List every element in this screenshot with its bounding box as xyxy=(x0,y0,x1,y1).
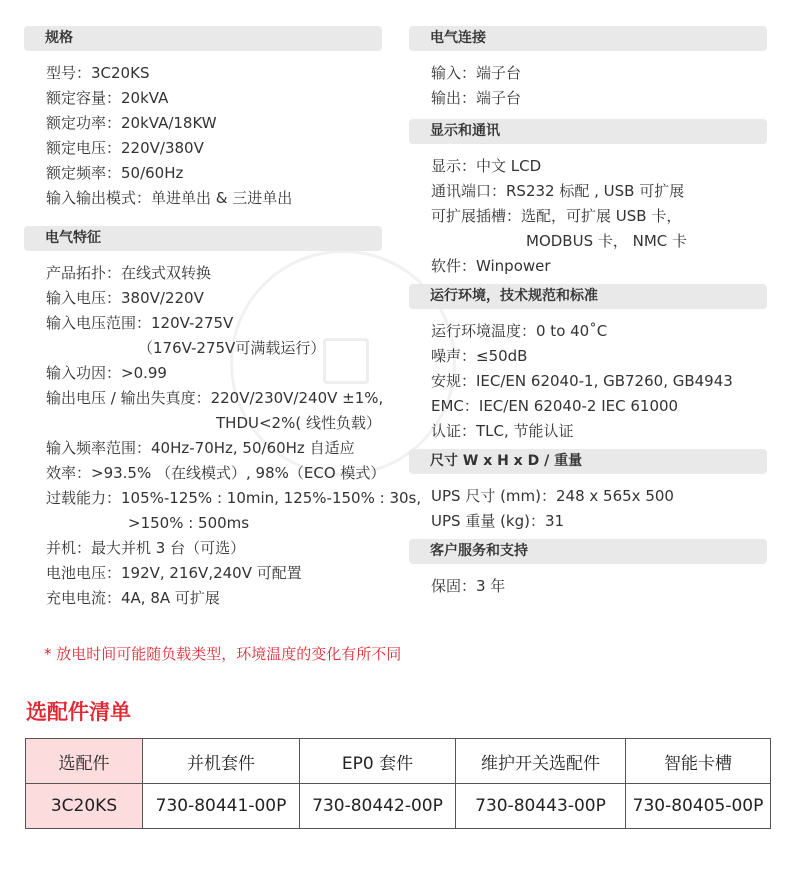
electrical-row: 输入功因：>0.99 xyxy=(46,364,167,382)
spec-row: 额定频率：50/60Hz xyxy=(46,164,184,182)
environment-body xyxy=(409,309,767,449)
electrical-row: >150% : 500ms xyxy=(128,514,250,532)
environment-row: EMC：IEC/EN 62040-2 IEC 61000 xyxy=(431,397,679,415)
spec-row: 输入输出模式：单进单出 & 三进单出 xyxy=(46,189,293,207)
display-body xyxy=(409,144,767,284)
spec-body xyxy=(24,51,382,216)
electrical-row: THDU<2%( 线性负载） xyxy=(216,414,381,432)
size-row: UPS 尺寸 (mm)：248 x 565x 500 xyxy=(431,487,674,505)
right-column xyxy=(409,26,767,604)
environment-row: 噪声：≤50dB xyxy=(431,347,528,365)
electrical-row: 输入频率范围：40Hz-70Hz, 50/60Hz 自适应 xyxy=(46,439,355,457)
display-row: 软件：Winpower xyxy=(431,257,551,275)
electrical-row: 输出电压 / 输出失真度：220V/230V/240V ±1%, xyxy=(46,389,384,407)
spec-row: 额定电压：220V/380V xyxy=(46,139,204,157)
accessories-title: 选配件清单 xyxy=(26,700,131,724)
connection-body xyxy=(409,51,767,116)
spec-row: 额定容量：20kVA xyxy=(46,89,169,107)
connection-row: 输入：端子台 xyxy=(431,64,522,82)
table-header-cell: EP0 套件 xyxy=(300,739,456,784)
electrical-row: 过载能力：105%-125% : 10min, 125%-150% : 30s, xyxy=(46,489,422,507)
electrical-row: 输入电压：380V/220V xyxy=(46,289,204,307)
electrical-row: 电池电压：192V, 216V,240V 可配置 xyxy=(46,564,302,582)
size-body xyxy=(409,474,767,539)
electrical-row: 效率：>93.5% （在线模式）, 98%（ECO 模式） xyxy=(46,464,386,482)
table-header-cell: 维护开关选配件 xyxy=(456,739,626,784)
electrical-header: 电气特征 xyxy=(24,226,382,251)
display-row: 通讯端口：RS232 标配 , USB 可扩展 xyxy=(431,182,685,200)
display-row: MODBUS 卡， NMC 卡 xyxy=(526,232,688,250)
spec-header: 规格 xyxy=(24,26,382,51)
electrical-row: 输入电压范围：120V-275V xyxy=(46,314,234,332)
display-header: 显示和通讯 xyxy=(409,119,767,144)
discharge-note: * 放电时间可能随负载类型，环境温度的变化有所不同 xyxy=(44,645,402,663)
table-header-cell: 智能卡槽 xyxy=(626,739,771,784)
service-body xyxy=(409,564,767,604)
display-row: 显示：中文 LCD xyxy=(431,157,542,175)
environment-row: 认证：TLC, 节能认证 xyxy=(431,422,574,440)
table-header-row xyxy=(26,739,771,784)
spec-row: 额定功率：20kVA/18KW xyxy=(46,114,217,132)
table-header-cell: 并机套件 xyxy=(143,739,300,784)
service-header: 客户服务和支持 xyxy=(409,539,767,564)
spec-row: 型号：3C20KS xyxy=(46,64,150,82)
size-header: 尺寸 W x H x D / 重量 xyxy=(409,449,767,474)
environment-row: 运行环境温度：0 to 40˚C xyxy=(431,322,608,340)
table-row xyxy=(26,784,771,829)
connection-header: 电气连接 xyxy=(409,26,767,51)
environment-row: 安规：IEC/EN 62040-1, GB7260, GB4943 xyxy=(431,372,733,390)
table-cell: 730-80441-00P xyxy=(143,784,300,829)
electrical-row: 并机：最大并机 3 台（可选） xyxy=(46,539,246,557)
size-row: UPS 重量 (kg)：31 xyxy=(431,512,565,530)
connection-row: 输出：端子台 xyxy=(431,89,522,107)
table-cell: 730-80405-00P xyxy=(626,784,771,829)
environment-header: 运行环境，技术规范和标准 xyxy=(409,284,767,309)
electrical-body xyxy=(24,251,422,616)
display-row: 可扩展插槽：选配，可扩展 USB 卡， xyxy=(431,207,682,225)
service-row: 保固：3 年 xyxy=(431,577,506,595)
electrical-row: （176V-275V可满载运行） xyxy=(138,339,326,357)
electrical-row: 产品拓扑：在线式双转换 xyxy=(46,264,212,282)
table-header-cell: 选配件 xyxy=(26,739,143,784)
table-cell: 730-80442-00P xyxy=(300,784,456,829)
left-column xyxy=(24,26,422,616)
table-cell: 730-80443-00P xyxy=(456,784,626,829)
electrical-row: 充电电流：4A, 8A 可扩展 xyxy=(46,589,220,607)
accessories-table xyxy=(25,738,771,829)
table-cell: 3C20KS xyxy=(26,784,143,829)
